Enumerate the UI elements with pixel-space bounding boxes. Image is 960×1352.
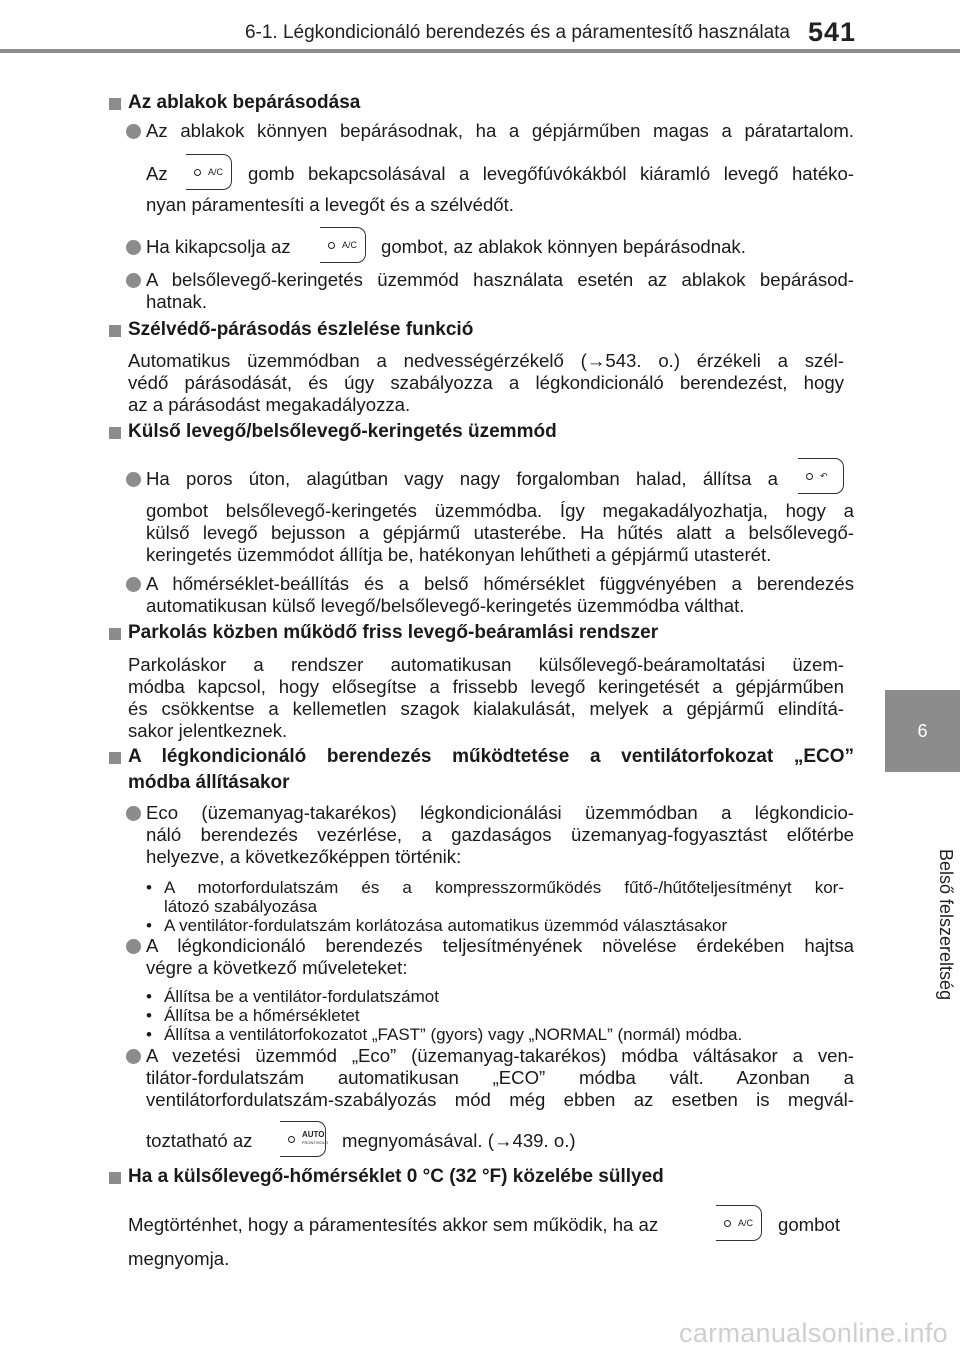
square-bullet-icon [109,427,121,439]
sub-list-item: Állítsa be a hőmérsékletet [164,1006,360,1025]
square-bullet-icon [109,628,121,640]
paragraph-line: gombot belsőlevegő-keringetés üzemmódba. Így megakadályozhatja, hogy a [146,500,854,521]
paragraph-line: végre a következő műveleteket: [146,957,408,978]
square-bullet-icon [109,752,121,764]
paragraph-line: tilátor-fordulatszám automatikusan „ECO” módba vált. Azonban a [146,1067,854,1088]
paragraph-line: nyan páramentesíti a levegőt és a szélvédőt. [146,194,514,215]
sub-list-item: A ventilátor-fordulatszám korlátozása automatikus üzemmód választásakor [164,916,728,935]
section-heading: Ha a külsőlevegő-hőmérséklet 0 °C (32 °F) közelébe süllyed [128,1166,664,1187]
round-bullet-icon [126,240,141,255]
square-bullet-icon [109,98,121,110]
header-rule [0,49,960,53]
paragraph-line: ventilátorfordulatszám-szabályozás mód még ebben az esetben is megvál- [146,1089,854,1110]
ac-button-icon: A/C [716,1205,762,1241]
round-bullet-icon [126,806,141,821]
paragraph-line: gomb bekapcsolásával a levegőfúvókákból kiáramló levegő hatéko- [248,163,854,184]
paragraph-line: módba kapcsol, hogy elősegítse a frissebb levegő keringetését a gépjárműben [128,676,844,697]
sub-bullet-icon: • [146,916,152,935]
paragraph-line: Ha kikapcsolja az [146,236,291,257]
paragraph-line: az a párásodást megakadályozza. [128,394,411,415]
sub-bullet-icon: • [146,987,152,1006]
square-bullet-icon [109,325,121,337]
round-bullet-icon [126,1049,141,1064]
paragraph-line: keringetés üzemmódot állítja be, hatékonyan lehűtheti a gépjármű utasterét. [146,544,772,565]
paragraph-line: hatnak. [146,291,207,312]
auto-button-icon: AUTO FRONT/SOLO [280,1121,326,1157]
round-bullet-icon [126,472,141,487]
sub-bullet-icon: • [146,878,152,897]
sub-list-item: Állítsa be a ventilátor-fordulatszámot [164,987,439,1006]
section-heading: A légkondicionáló berendezés működtetése a ventilátorfokozat „ECO” [128,746,854,767]
paragraph-line: A belsőlevegő-keringetés üzemmód használata esetén az ablakok bepárásod- [146,269,854,290]
ac-button-icon: A/C [186,154,232,190]
round-bullet-icon [126,577,141,592]
paragraph-line: toztatható az [146,1130,253,1151]
paragraph-line: és csökkentse a kellemetlen szagok kialakulását, melyek a gépjármű elindítá- [128,698,844,719]
paragraph-line: Az ablakok könnyen bepárásodnak, ha a gépjárműben magas a páratartalom. [146,120,854,141]
sub-bullet-icon: • [146,1025,152,1044]
watermark: carmanualsonline.info [679,1318,948,1348]
paragraph-line: A légkondicionáló berendezés teljesítményének növelése érdekében hajtsa [146,935,854,956]
chapter-number: 6 [917,720,928,741]
paragraph-line: sakor jelentkeznek. [128,720,288,741]
square-bullet-icon [109,1172,121,1184]
sub-list-item: látozó szabályozása [164,897,318,916]
round-bullet-icon [126,124,141,139]
section-heading: Külső levegő/belsőlevegő-keringetés üzemmód [128,421,557,442]
paragraph-line: náló berendezés vezérlése, a gazdaságos üzemanyag-fogyasztást előtérbe [146,824,854,845]
section-heading: Parkolás közben működő friss levegő-beáramlási rendszer [128,622,659,643]
paragraph-line: gombot, az ablakok könnyen bepárásodnak. [381,236,746,257]
chapter-tab [885,690,960,772]
paragraph-line: helyezve, a következőképpen történik: [146,846,462,867]
paragraph-line: automatikusan külső levegő/belsőlevegő-keringetés üzemmódba válthat. [146,595,745,616]
paragraph-line: Automatikus üzemmódban a nedvességérzékelő (→543. o.) érzékeli a szél- [128,350,844,371]
recirculation-button-icon: ↶ [798,458,844,494]
section-heading: módba állításakor [128,772,290,793]
page-number: 541 [808,17,857,47]
paragraph-line: Ha poros úton, alagútban vagy nagy forgalomban halad, állítsa a [146,468,778,489]
section-heading: Szélvédő-párásodás észlelése funkció [128,319,474,340]
paragraph-line: Az [146,163,168,184]
paragraph-line: Parkoláskor a rendszer automatikusan külsőlevegő-beáramoltatási üzem- [128,654,844,675]
sub-list-item: Állítsa a ventilátorfokozatot „FAST” (gyors) vagy „NORMAL” (normál) módba. [164,1025,743,1044]
paragraph-line: megnyomja. [128,1248,230,1269]
round-bullet-icon [126,939,141,954]
paragraph-line: A vezetési üzemmód „Eco” (üzemanyag-takarékos) módba váltásakor a ven- [146,1045,854,1066]
running-header: 6-1. Légkondicionáló berendezés és a páramentesítő használata [244,22,790,43]
sub-list-item: A motorfordulatszám és a kompresszorműködés fűtő-/hűtőteljesítményt kor- [164,878,844,897]
round-bullet-icon [126,273,141,288]
paragraph-line: A hőmérséklet-beállítás és a belső hőmérséklet függvényében a berendezés [146,573,854,594]
paragraph-line: külső levegő bejusson a gépjármű utasterébe. Ha hűtés alatt a belsőlevegő- [146,522,854,543]
paragraph-line: megnyomásával. (→439. o.) [342,1130,576,1151]
paragraph-line: Eco (üzemanyag-takarékos) légkondicionálási üzemmódban a légkondicio- [146,802,854,823]
paragraph-line: védő párásodását, és úgy szabályozza a légkondicionáló berendezést, hogy [128,372,844,393]
paragraph-line: Megtörténhet, hogy a páramentesítés akkor sem működik, ha az [128,1214,659,1235]
sub-bullet-icon: • [146,1006,152,1025]
paragraph-line: gombot [778,1214,841,1235]
ac-button-icon: A/C [320,227,366,263]
chapter-label: Belső felszereltség [936,849,956,1001]
section-heading: Az ablakok bepárásodása [128,92,361,113]
